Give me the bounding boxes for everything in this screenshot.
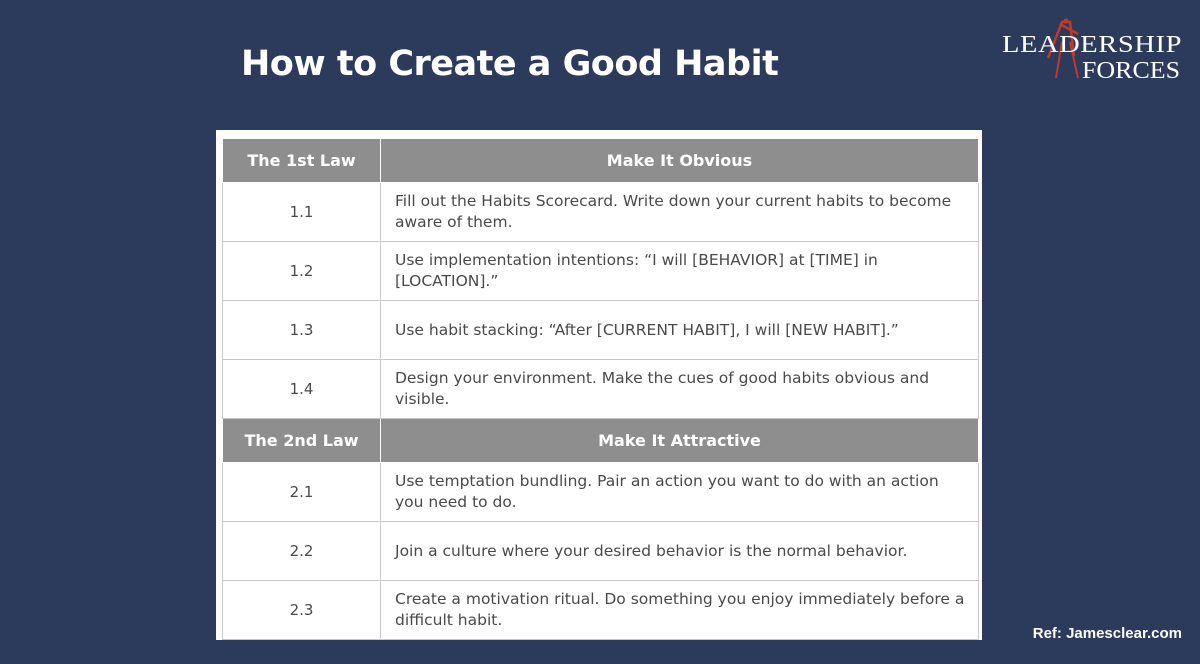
item-text: Use implementation intentions: “I will [BEHAVIOR] at [TIME] in [LOCATION].” (381, 242, 979, 301)
table-row (223, 301, 979, 360)
item-number: 1.1 (223, 183, 381, 242)
law-header-row (223, 139, 979, 183)
table-row (223, 522, 979, 581)
logo-line-1: LEADERSHIP (1002, 32, 1182, 58)
item-text: Use temptation bundling. Pair an action you want to do with an action you need to do. (381, 463, 979, 522)
logo-line-2: FORCES (1082, 58, 1180, 84)
item-number: 1.4 (223, 360, 381, 419)
item-text: Fill out the Habits Scorecard. Write down your current habits to become aware of them. (381, 183, 979, 242)
item-text: Use habit stacking: “After [CURRENT HABIT], I will [NEW HABIT].” (381, 301, 979, 360)
table-row (223, 463, 979, 522)
table-row (223, 183, 979, 242)
table-row (223, 581, 979, 640)
item-number: 1.2 (223, 242, 381, 301)
item-number: 1.3 (223, 301, 381, 360)
leadership-forces-logo (1000, 18, 1185, 88)
reference-note: Ref: Jamesclear.com (1032, 625, 1182, 642)
item-text: Join a culture where your desired behavior is the normal behavior. (381, 522, 979, 581)
page-title: How to Create a Good Habit (241, 44, 779, 84)
habit-table-frame (216, 130, 982, 640)
item-number: 2.1 (223, 463, 381, 522)
item-text: Create a motivation ritual. Do something you enjoy immediately before a difficult habit. (381, 581, 979, 640)
law-header-row (223, 419, 979, 463)
item-number: 2.2 (223, 522, 381, 581)
law-label: The 1st Law (223, 139, 381, 183)
law-heading: Make It Obvious (381, 139, 979, 183)
table-row (223, 242, 979, 301)
table-row (223, 360, 979, 419)
item-text: Design your environment. Make the cues of good habits obvious and visible. (381, 360, 979, 419)
law-heading: Make It Attractive (381, 419, 979, 463)
habit-laws-table (222, 138, 979, 640)
law-label: The 2nd Law (223, 419, 381, 463)
item-number: 2.3 (223, 581, 381, 640)
